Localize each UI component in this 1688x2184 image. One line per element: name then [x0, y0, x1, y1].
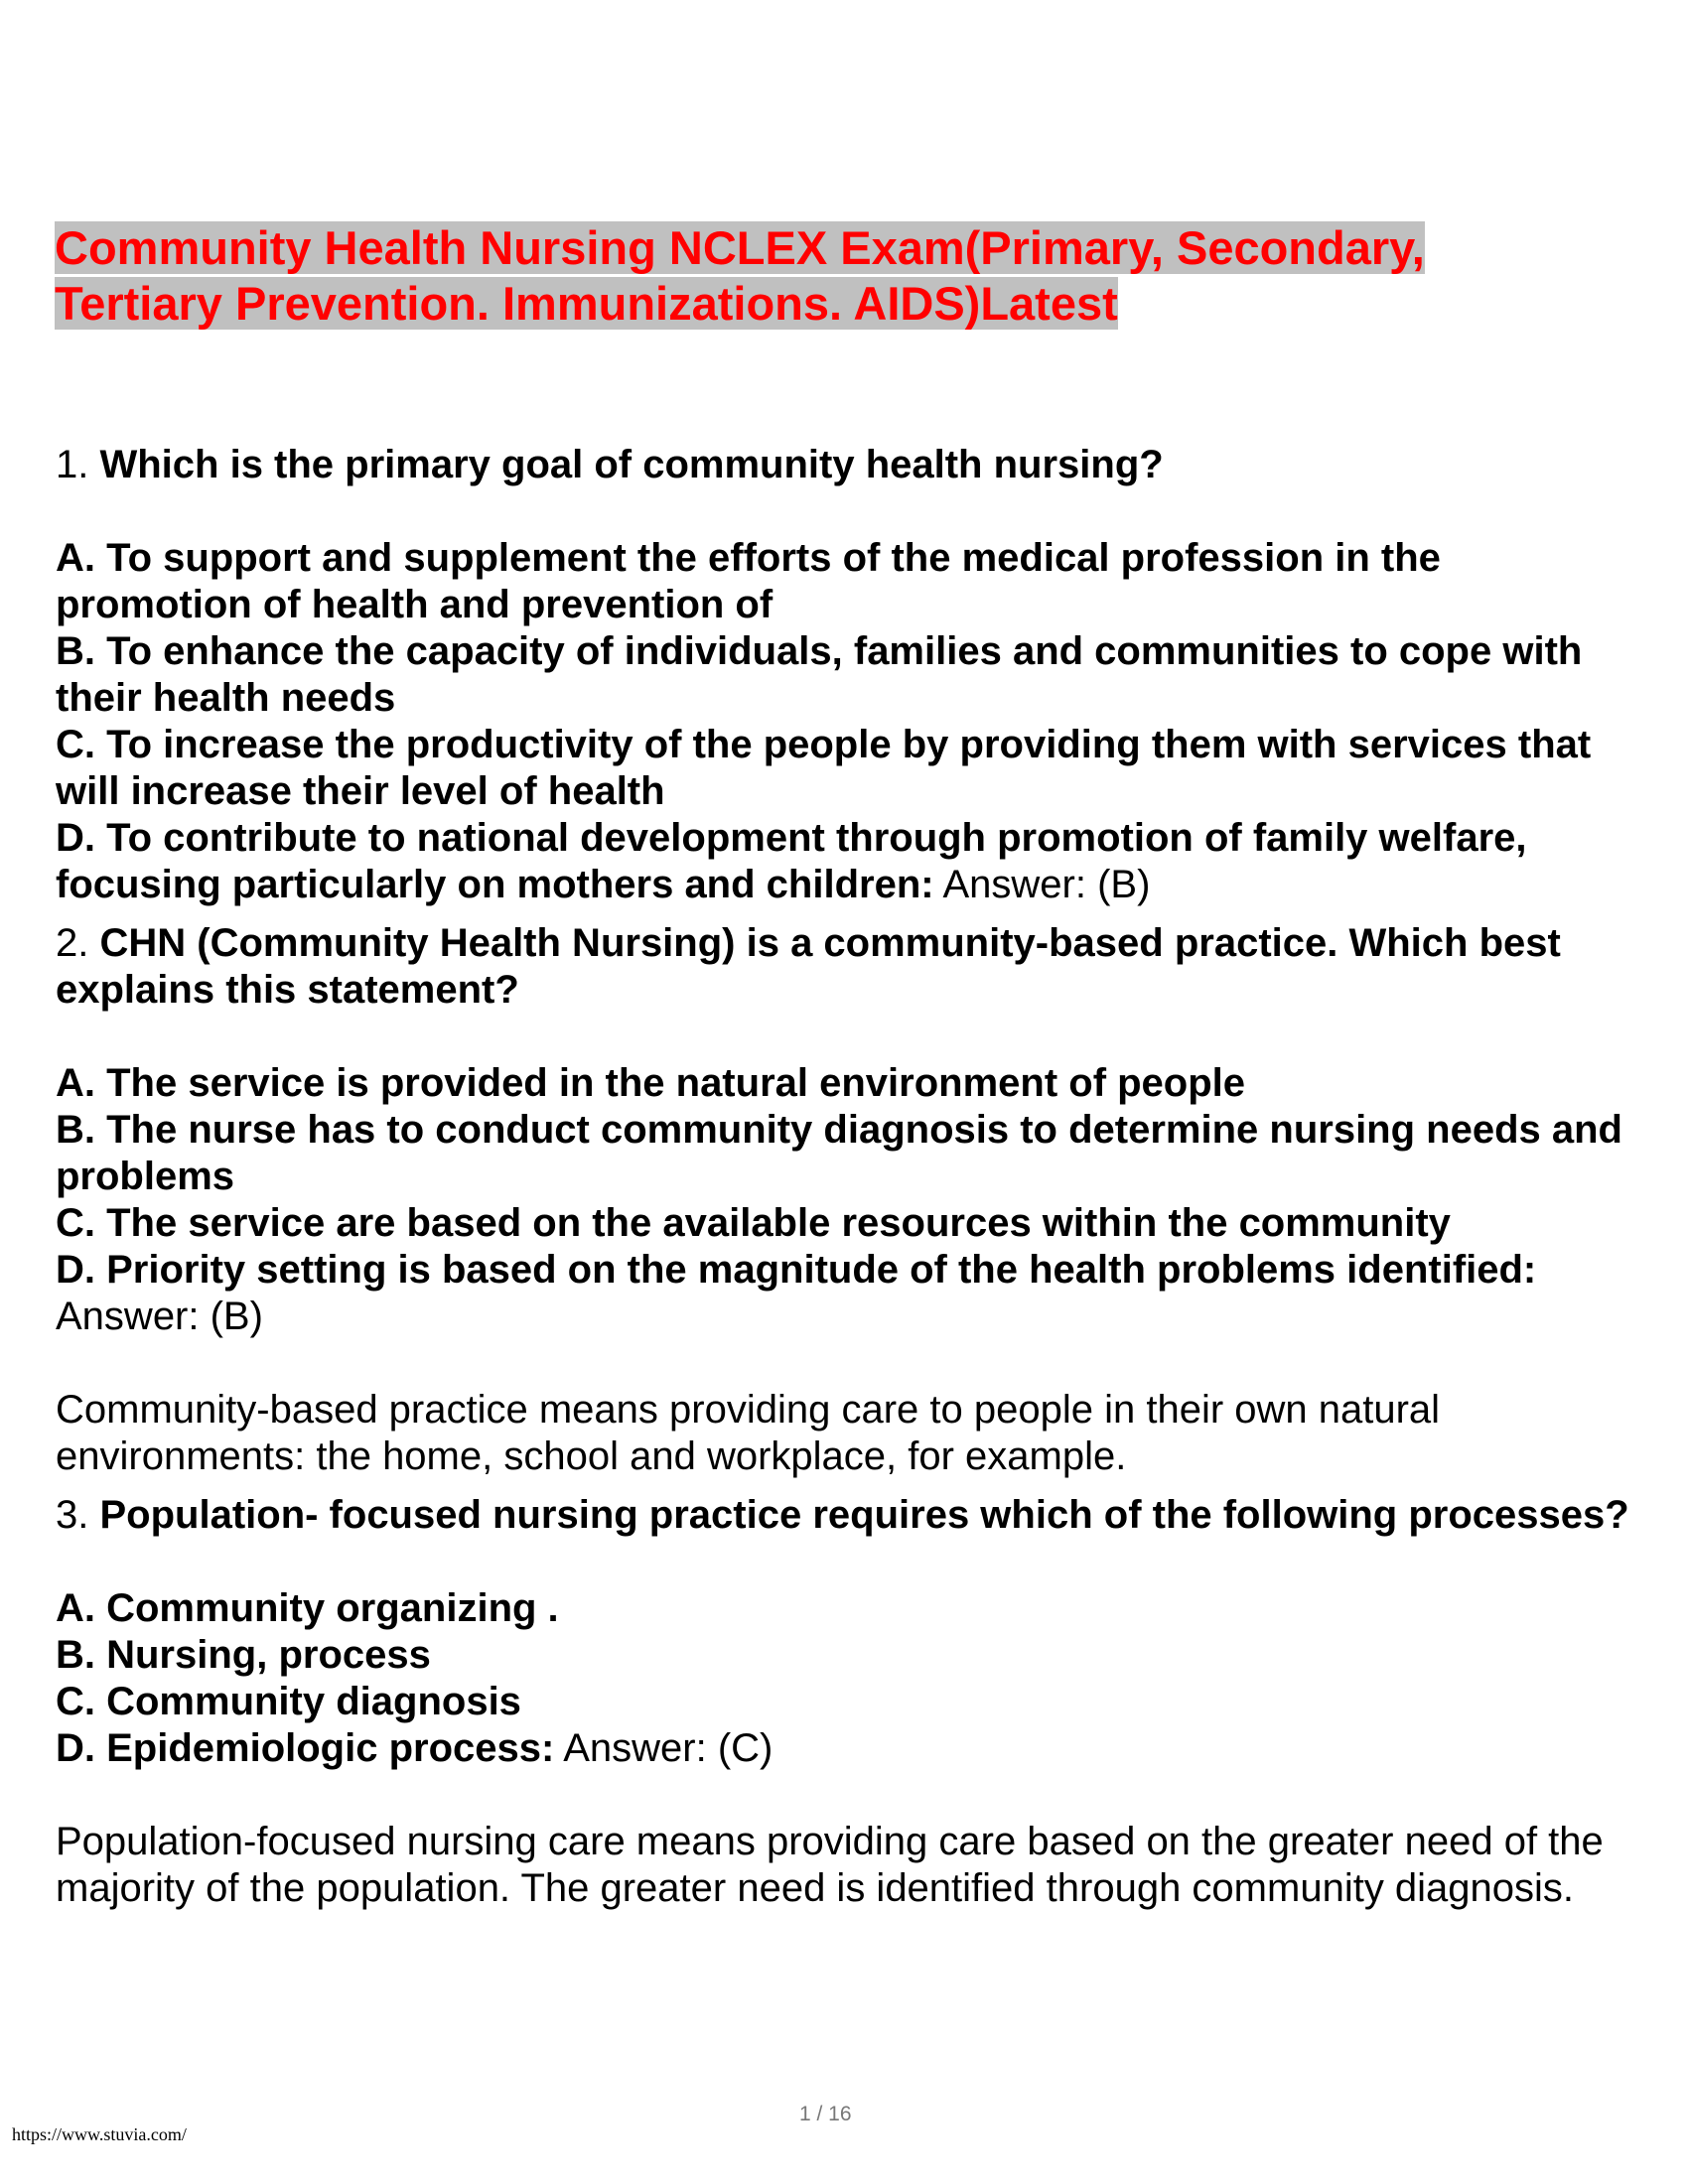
question-list — [56, 442, 1634, 1912]
page-indicator: 1 / 16 — [799, 2103, 852, 2125]
option-b: B. Nursing, process — [56, 1633, 431, 1677]
option-c: C. Community diagnosis — [56, 1680, 521, 1723]
question-text: Population- focused nursing practice requires which of the following processes? — [99, 1493, 1629, 1537]
option-c: C. The service are based on the available resources within the community — [56, 1201, 1451, 1245]
question-text: CHN (Community Health Nursing) is a community-based practice. Which best explains this statement? — [56, 921, 1561, 1012]
answer: Answer: (C) — [554, 1726, 774, 1770]
option-b: B. The nurse has to conduct community diagnosis to determine nursing needs and problems — [56, 1108, 1622, 1198]
question-2 — [56, 920, 1634, 1480]
option-d-text: D. Priority setting is based on the magnitude of the health problems identified: — [56, 1248, 1537, 1292]
question-3 — [56, 1492, 1634, 1912]
title-line-1: Community Health Nursing NCLEX Exam(Primary, Secondary, — [55, 221, 1425, 274]
title-line-2: Tertiary Prevention. Immunizations. AIDS)Latest — [55, 277, 1118, 330]
question-number: 2. — [56, 921, 89, 965]
question-number: 1. — [56, 443, 89, 486]
option-d — [56, 1247, 1634, 1340]
option-c: C. To increase the productivity of the people by providing them with services that will increase their level of health — [56, 723, 1592, 813]
answer: Answer: (B) — [56, 1295, 263, 1338]
option-b: B. To enhance the capacity of individuals, families and communities to cope with their health needs — [56, 629, 1583, 720]
question-1 — [56, 442, 1634, 908]
question-number: 3. — [56, 1493, 89, 1537]
option-d-text: D. Epidemiologic process: — [56, 1726, 555, 1770]
footer-url[interactable]: https://www.stuvia.com/ — [12, 2124, 187, 2144]
option-d — [56, 815, 1634, 908]
option-a: A. Community organizing . — [56, 1586, 559, 1630]
option-a: A. To support and supplement the efforts of the medical profession in the promotion of health and prevention of — [56, 536, 1441, 626]
explanation: Population-focused nursing care means providing care based on the greater need of the majority of the population. The greater need is identified through community diagnosis. — [56, 1820, 1604, 1910]
option-a: A. The service is provided in the natural environment of people — [56, 1061, 1246, 1105]
question-2-prompt — [56, 920, 1634, 1014]
explanation: Community-based practice means providing care to people in their own natural environments: the home, school and workplace, for example. — [56, 1388, 1441, 1478]
option-d — [56, 1725, 1634, 1772]
document-title — [55, 220, 1643, 332]
answer: Answer: (B) — [933, 863, 1151, 906]
question-text: Which is the primary goal of community health nursing? — [99, 443, 1164, 486]
question-3-prompt — [56, 1492, 1634, 1539]
option-d-text: D. To contribute to national development through promotion of family welfare, focusing particularly on mothers and children: — [56, 816, 1527, 906]
question-1-prompt — [56, 442, 1634, 488]
